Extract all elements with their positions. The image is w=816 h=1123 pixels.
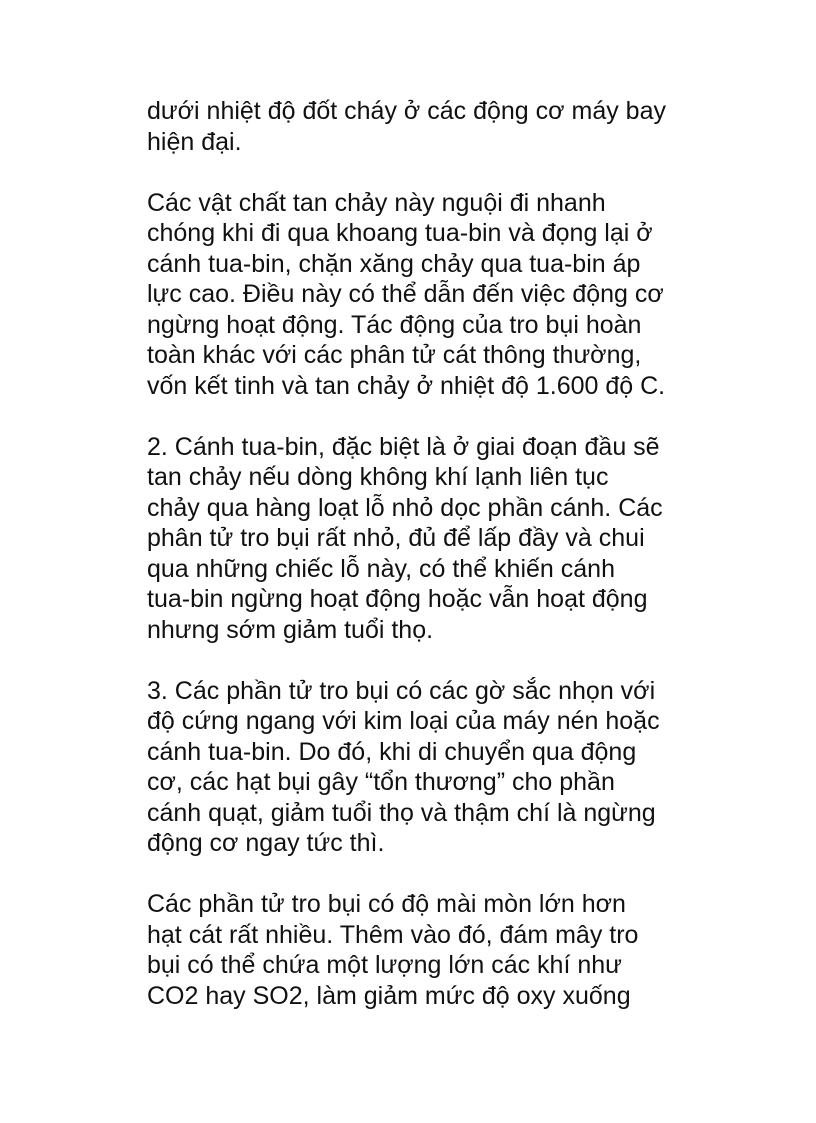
text-line: nhưng sớm giảm tuổi thọ. [147,615,434,644]
text-line: độ cứng ngang với kim loại của máy nén hoặc [147,707,660,735]
text-line: Các phần tử tro bụi có độ mài mòn lớn hơn [147,890,626,918]
paragraph-5 [147,889,687,1011]
paragraph-1 [147,96,687,157]
text-line: bụi có thể chứa một lượng lớn các khí như [147,951,622,979]
text-line: hạt cát rất nhiều. Thêm vào đó, đám mây tro [147,920,639,949]
text-line: cánh quạt, giảm tuổi thọ và thậm chí là ngừng [147,798,656,827]
paragraph-4 [147,676,687,859]
text-line: tan chảy nếu dòng không khí lạnh liên tục [147,463,609,491]
text-line: CO2 hay SO2, làm giảm mức độ oxy xuống [147,981,631,1010]
text-line: dưới nhiệt độ đốt cháy ở các động cơ máy bay [147,97,666,125]
text-line: vốn kết tinh và tan chảy ở nhiệt độ 1.600 độ C. [147,371,666,400]
text-line: toàn khác với các phân tử cát thông thường, [147,341,642,369]
paragraph-3 [147,432,687,646]
text-line: cơ, các hạt bụi gây “tổn thương” cho phần [147,768,615,796]
document-body [147,96,687,1042]
text-line: tua-bin ngừng hoạt động hoặc vẫn hoạt động [147,585,648,613]
text-line: ngừng hoạt động. Tác động của tro bụi hoàn [147,310,642,339]
text-line: cánh tua-bin. Do đó, khi di chuyển qua động [147,737,637,766]
text-line: qua những chiếc lỗ này, có thể khiến cánh [147,554,615,583]
paragraph-2 [147,188,687,402]
text-line: lực cao. Điều này có thể dẫn đến việc động cơ [147,280,664,308]
text-line: phân tử tro bụi rất nhỏ, đủ để lấp đầy và chui [147,524,645,552]
text-line: cánh tua-bin, chặn xăng chảy qua tua-bin áp [147,249,641,278]
text-line: 2. Cánh tua-bin, đặc biệt là ở giai đoạn đầu sẽ [147,432,660,461]
text-line: chảy qua hàng loạt lỗ nhỏ dọc phần cánh. Các [147,493,663,522]
text-line: hiện đại. [147,127,242,156]
text-line: động cơ ngay tức thì. [147,829,385,857]
text-line: Các vật chất tan chảy này nguội đi nhanh [147,188,606,217]
text-line: 3. Các phần tử tro bụi có các gờ sắc nhọn với [147,676,656,705]
text-line: chóng khi đi qua khoang tua-bin và đọng lại ở [147,219,653,247]
